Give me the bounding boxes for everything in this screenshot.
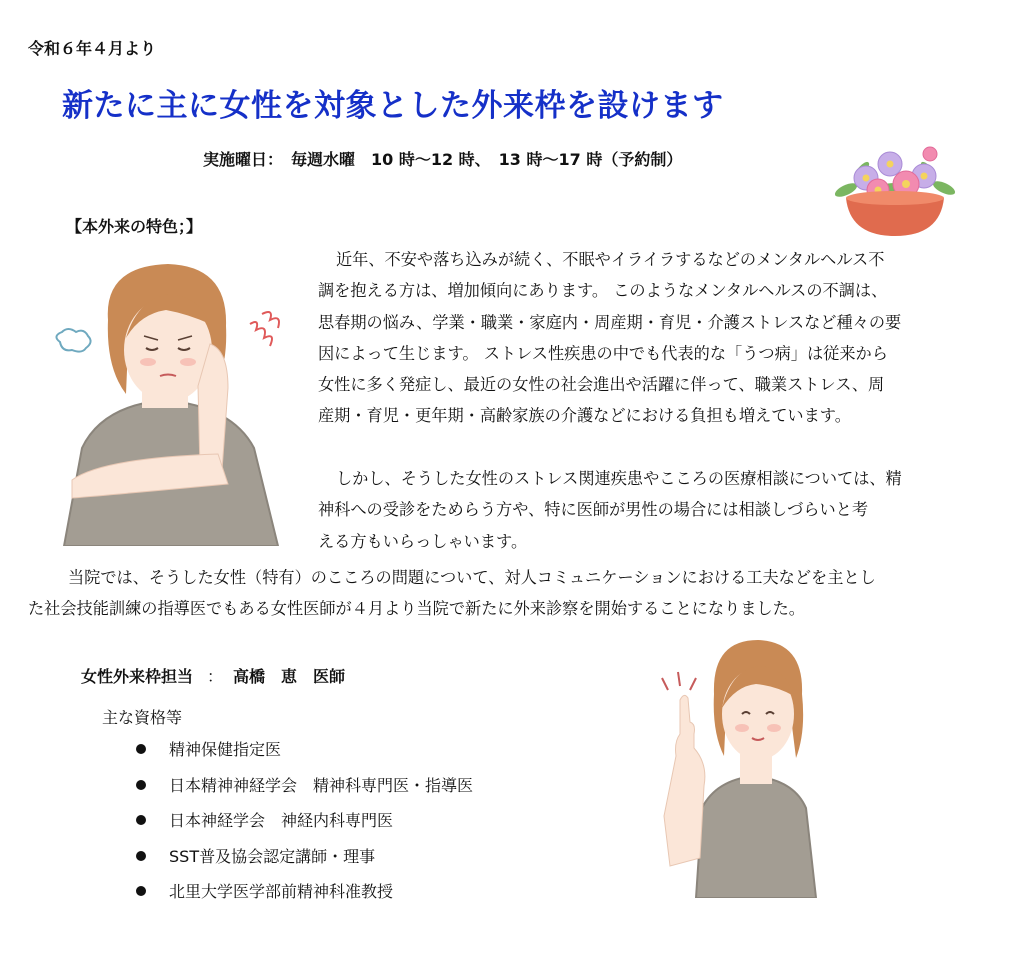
paragraph-line: 当院では、そうした女性（特有）のこころの問題について、対人コミュニケーションにおける工夫などを主とし — [68, 568, 876, 587]
worried-woman-icon — [42, 258, 304, 546]
paragraph-line: 調を抱える方は、増加傾向にあります。 このようなメンタルヘルスの不調は、 — [318, 281, 888, 301]
bullet-icon — [136, 780, 146, 790]
date-label: 令和６年４月より — [28, 39, 157, 58]
features-paragraph-1 — [318, 244, 901, 432]
page-headline: 新たに主に女性を対象とした外来枠を設けます — [62, 88, 724, 124]
bullet-icon — [136, 851, 146, 861]
list-item — [136, 879, 473, 915]
list-item — [136, 844, 473, 880]
paragraph-line: 女性に多く発症し、最近の女性の社会進出や活躍に伴って、職業ストレス、周 — [318, 375, 885, 395]
paragraph-line: 産期・育児・更年期・高齢家族の介護などにおける負担も増えています。 — [318, 406, 851, 426]
paragraph-line: た社会技能訓練の指導医でもある女性医師が４月より当院で新たに外来診察を開始することになりました。 — [28, 599, 805, 619]
pointing-woman-icon — [650, 636, 820, 898]
qualifications-list — [136, 737, 473, 915]
paragraph-line: 近年、不安や落ち込みが続く、不眠やイライラするなどのメンタルヘルス不 — [336, 250, 885, 269]
doctor-separator: ： — [207, 667, 224, 686]
qualification-text: 日本神経学会 神経内科専門医 — [169, 811, 394, 830]
bullet-icon — [136, 744, 146, 754]
bullet-icon — [136, 886, 146, 896]
qualification-text: 北里大学医学部前精神科准教授 — [169, 882, 394, 901]
paragraph-line: 思春期の悩み、学業・職業・家庭内・周産期・育児・介護ストレスなど種々の要 — [318, 312, 902, 332]
features-paragraph-3 — [28, 562, 876, 625]
qualifications-heading: 主な資格等 — [102, 708, 183, 727]
list-item — [136, 808, 473, 844]
doctor-role-label: 女性外来枠担当 — [81, 667, 194, 686]
flower-basket-icon — [832, 140, 958, 240]
doctor-name: 高橋 恵 医師 — [233, 667, 346, 686]
qualification-text: 日本精神神経学会 精神科専門医・指導医 — [169, 775, 474, 795]
paragraph-line: える方もいらっしゃいます。 — [318, 531, 528, 551]
paragraph-line: 因によって生じます。 ストレス性疾患の中でも代表的な「うつ病」は従来から — [318, 343, 888, 363]
features-paragraph-2 — [318, 463, 902, 557]
paragraph-line: しかし、そうした女性のストレス関連疾患やこころの医療相談については、精 — [336, 469, 902, 488]
list-item — [136, 737, 473, 773]
qualification-text: SST普及協会認定講師・理事 — [169, 846, 376, 866]
bullet-icon — [136, 815, 146, 825]
schedule-text: 実施曜日： 毎週水曜 10 時～12 時、 13 時～17 時（予約制） — [203, 150, 683, 169]
features-heading: 【本外来の特色；】 — [66, 217, 203, 236]
paragraph-line: 神科への受診をためらう方や、特に医師が男性の場合には相談しづらいと考 — [318, 500, 869, 520]
doctor-heading — [81, 664, 345, 687]
qualification-text: 精神保健指定医 — [169, 740, 282, 759]
list-item — [136, 773, 473, 809]
